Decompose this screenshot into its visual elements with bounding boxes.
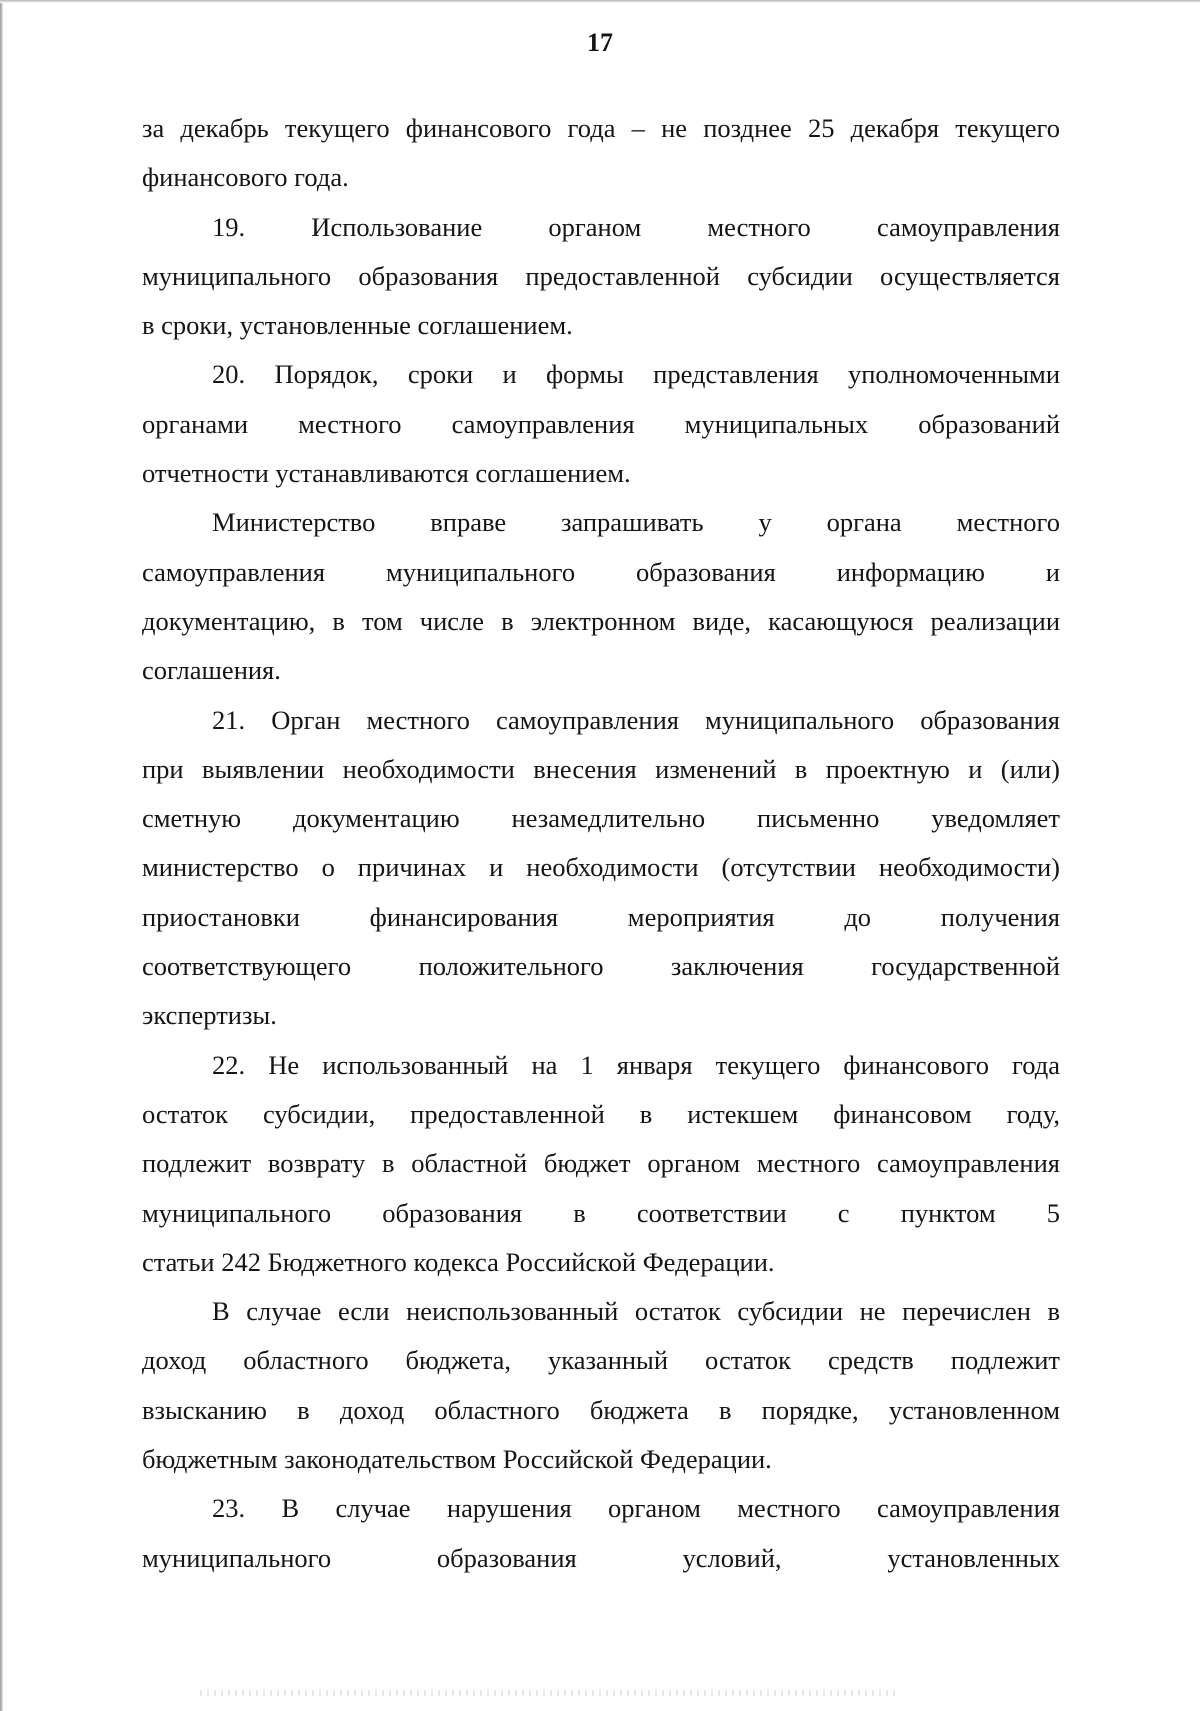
text-line: документацию, в том числе в электронном виде, касающуюся реализации <box>142 605 1060 636</box>
text-line: соглашения. <box>142 655 281 686</box>
paragraph <box>142 1041 1060 1287</box>
scan-edge <box>0 0 3 1711</box>
text-line: статьи 242 Бюджетного кодекса Российской Федерации. <box>142 1246 775 1277</box>
text-line: бюджетным законодательством Российской Федерации. <box>142 1444 772 1475</box>
paragraph <box>142 104 1060 203</box>
document-body <box>142 104 1060 1583</box>
paragraph <box>142 203 1060 351</box>
paragraph <box>142 1484 1060 1583</box>
paragraph <box>142 498 1060 695</box>
scan-edge-top <box>0 0 1200 3</box>
paragraph <box>142 696 1060 1041</box>
scan-noise <box>200 1690 900 1696</box>
text-line: соответствующего положительного заключения государственной <box>142 951 1060 982</box>
text-line: муниципального образования условий, установленных <box>142 1542 1060 1573</box>
text-line: Министерство вправе запрашивать у органа местного <box>212 507 1060 538</box>
text-line: 21. Орган местного самоуправления муниципального образования <box>212 704 1060 735</box>
text-line: финансового года. <box>142 162 349 193</box>
text-line: 23. В случае нарушения органом местного самоуправления <box>212 1493 1060 1524</box>
text-line: приостановки финансирования мероприятия до получения <box>142 901 1060 932</box>
text-line: В случае если неиспользованный остаток субсидии не перечислен в <box>212 1296 1060 1327</box>
text-line: муниципального образования в соответствии с пунктом 5 <box>142 1197 1060 1228</box>
text-line: доход областного бюджета, указанный остаток средств подлежит <box>142 1345 1060 1376</box>
text-line: муниципального образования предоставленной субсидии осуществляется <box>142 260 1060 291</box>
text-line: сметную документацию незамедлительно письменно уведомляет <box>142 803 1060 834</box>
text-line: при выявлении необходимости внесения изменений в проектную и (или) <box>142 753 1060 784</box>
text-line: отчетности устанавливаются соглашением. <box>142 458 631 489</box>
text-line: за декабрь текущего финансового года – не позднее 25 декабря текущего <box>142 113 1060 143</box>
text-line: самоуправления муниципального образования информацию и <box>142 556 1060 587</box>
text-line: в сроки, установленные соглашением. <box>142 310 573 341</box>
text-line: министерство о причинах и необходимости (отсутствии необходимости) <box>142 852 1060 883</box>
page-number: 17 <box>587 28 613 57</box>
text-line: остаток субсидии, предоставленной в истекшем финансовом году, <box>142 1098 1060 1129</box>
text-line: 22. Не использованный на 1 января текущего финансового года <box>212 1049 1060 1080</box>
text-line: экспертизы. <box>142 1000 277 1031</box>
text-line: 19. Использование органом местного самоуправления <box>212 211 1060 242</box>
text-line: подлежит возврату в областной бюджет органом местного самоуправления <box>142 1148 1060 1179</box>
paragraph <box>142 350 1060 498</box>
paragraph <box>142 1287 1060 1484</box>
text-line: взысканию в доход областного бюджета в порядке, установленном <box>142 1394 1060 1425</box>
text-line: органами местного самоуправления муниципальных образований <box>142 408 1060 439</box>
text-line: 20. Порядок, сроки и формы представления уполномоченными <box>212 359 1060 390</box>
